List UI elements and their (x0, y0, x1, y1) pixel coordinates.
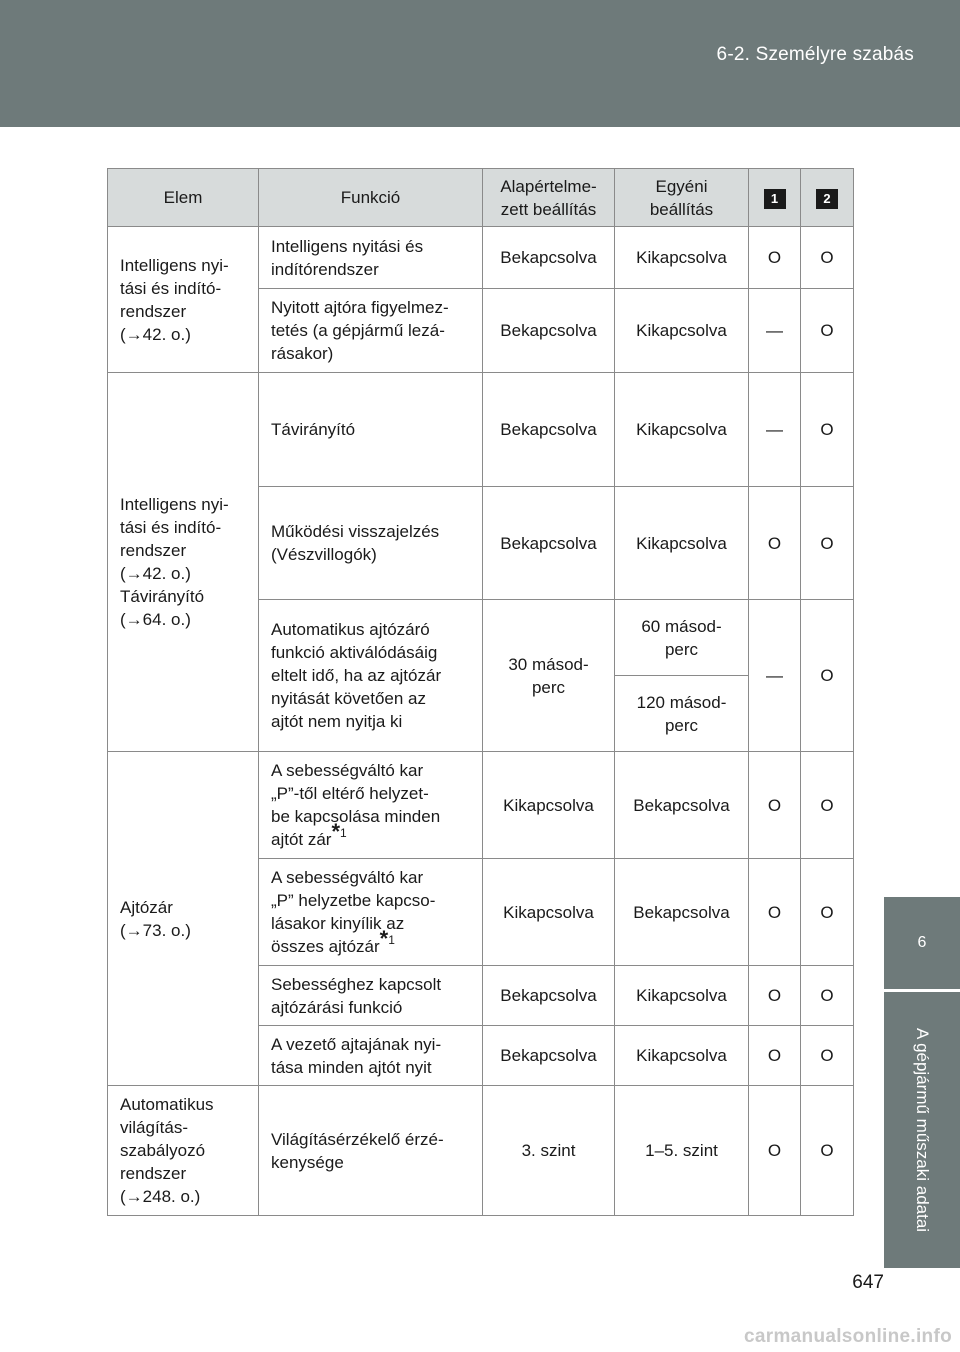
chapter-tab (884, 992, 960, 1268)
custom-cell: 120 másod- perc (615, 676, 749, 752)
header-custom: Egyéni beállítás (615, 169, 749, 227)
item-cell: Intelligens nyi- tási és indító- rendszer (→42. o.) (108, 227, 259, 373)
default-cell: Bekapcsolva (483, 227, 615, 289)
marker-2-cell: O (801, 373, 854, 487)
page-number: 647 (852, 1272, 884, 1293)
function-cell: Működési visszajelzés (Vészvillogók) (259, 487, 483, 600)
function-cell: A sebességváltó kar „P”-től eltérő helyzet- be kapcsolása minden ajtót zár$^{*1}$ (259, 752, 483, 859)
marker-1-icon: 1 (764, 189, 786, 209)
marker-1-cell: — (749, 373, 801, 487)
header-marker-1 (749, 169, 801, 227)
header-elem: Elem (108, 169, 259, 227)
default-cell: 3. szint (483, 1086, 615, 1216)
marker-2-cell: O (801, 289, 854, 373)
default-cell: Bekapcsolva (483, 487, 615, 600)
default-cell: Kikapcsolva (483, 859, 615, 966)
marker-1-cell: O (749, 859, 801, 966)
custom-cell: Bekapcsolva (615, 859, 749, 966)
marker-2-cell: O (801, 600, 854, 752)
default-cell: 30 másod- perc (483, 600, 615, 752)
item-cell: Intelligens nyi- tási és indító- rendszer (→42. o.) Távirányító (→64. o.) (108, 373, 259, 752)
function-cell: Sebességhez kapcsolt ajtózárási funkció (259, 966, 483, 1026)
table-header-row (108, 169, 854, 227)
chapter-tab-label: A gépjármű műszaki adatai (913, 1027, 932, 1233)
function-cell: Távirányító (259, 373, 483, 487)
marker-2-cell: O (801, 487, 854, 600)
default-cell: Bekapcsolva (483, 966, 615, 1026)
table-row (108, 373, 854, 487)
chapter-tab-number: 6 (884, 897, 960, 989)
table-row (108, 1086, 854, 1216)
custom-cell: Kikapcsolva (615, 487, 749, 600)
marker-2-cell: O (801, 1086, 854, 1216)
function-cell: Intelligens nyitási és indítórendszer (259, 227, 483, 289)
item-cell: Automatikus világítás- szabályozó rendszer (→248. o.) (108, 1086, 259, 1216)
marker-1-cell: O (749, 1086, 801, 1216)
custom-cell: Bekapcsolva (615, 752, 749, 859)
custom-cell: 60 másod- perc (615, 600, 749, 676)
customization-table (107, 168, 854, 1216)
marker-2-cell: O (801, 1026, 854, 1086)
function-cell: A vezető ajtajának nyi- tása minden ajtót nyit (259, 1026, 483, 1086)
marker-1-cell: O (749, 966, 801, 1026)
marker-2-cell: O (801, 227, 854, 289)
marker-1-cell: — (749, 600, 801, 752)
header-bar (0, 0, 960, 127)
default-cell: Bekapcsolva (483, 373, 615, 487)
function-cell: Automatikus ajtózáró funkció aktiválódásáig eltelt idő, ha az ajtózár nyitását követően az ajtót nem nyitja ki (259, 600, 483, 752)
default-cell: Bekapcsolva (483, 289, 615, 373)
custom-cell: Kikapcsolva (615, 966, 749, 1026)
marker-1-cell: O (749, 752, 801, 859)
table-row (108, 752, 854, 859)
custom-cell: Kikapcsolva (615, 1026, 749, 1086)
default-cell: Kikapcsolva (483, 752, 615, 859)
custom-cell: Kikapcsolva (615, 289, 749, 373)
custom-cell: Kikapcsolva (615, 227, 749, 289)
function-cell: A sebességváltó kar „P” helyzetbe kapcso- lásakor kinyílik az összes ajtózár$^{*1}$ (259, 859, 483, 966)
watermark: carmanualsonline.info (744, 1326, 952, 1347)
custom-cell: 1–5. szint (615, 1086, 749, 1216)
item-cell: Ajtózár (→73. o.) (108, 752, 259, 1086)
function-cell: Nyitott ajtóra figyelmez- tetés (a gépjármű lezá- rásakor) (259, 289, 483, 373)
marker-2-cell: O (801, 752, 854, 859)
marker-2-icon: 2 (816, 189, 838, 209)
marker-1-cell: — (749, 289, 801, 373)
function-cell: Világításérzékelő érzé- kenysége (259, 1086, 483, 1216)
marker-1-cell: O (749, 487, 801, 600)
header-marker-2 (801, 169, 854, 227)
marker-1-cell: O (749, 1026, 801, 1086)
default-cell: Bekapcsolva (483, 1026, 615, 1086)
header-funkcio: Funkció (259, 169, 483, 227)
marker-1-cell: O (749, 227, 801, 289)
section-title: 6-2. Személyre szabás (716, 44, 914, 65)
header-default: Alapértelme- zett beállítás (483, 169, 615, 227)
table-row (108, 227, 854, 289)
marker-2-cell: O (801, 859, 854, 966)
marker-2-cell: O (801, 966, 854, 1026)
custom-cell: Kikapcsolva (615, 373, 749, 487)
